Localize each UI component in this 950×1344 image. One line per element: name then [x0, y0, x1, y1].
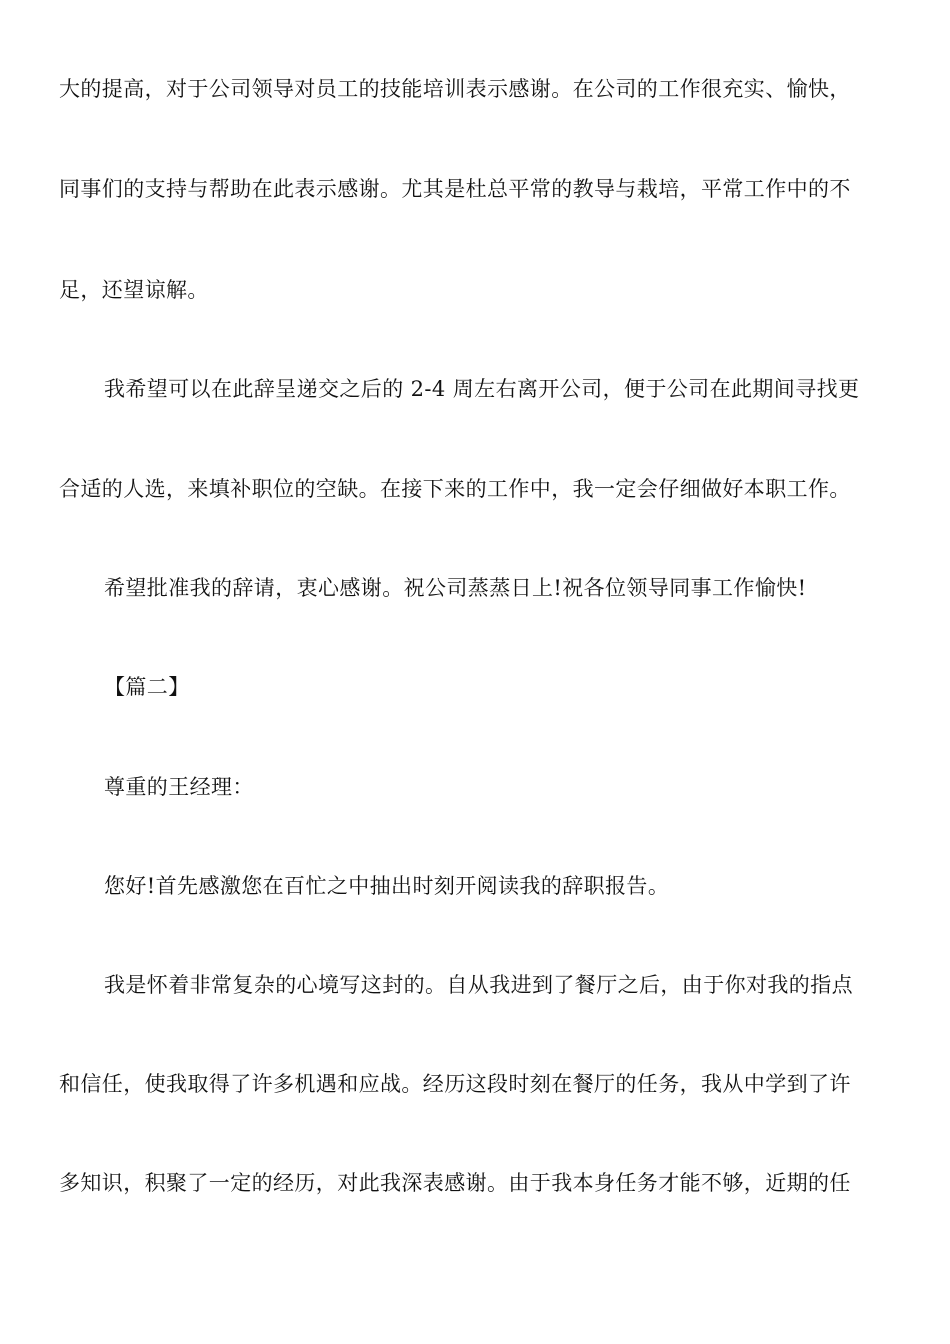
section-heading: 【篇二】 [104, 675, 190, 699]
paragraph-start-line: 我是怀着非常复杂的心境写这封的。自从我进到了餐厅之后，由于你对我的指点 [104, 973, 853, 997]
text-line: 多知识，积聚了一定的经历，对此我深表感谢。由于我本身任务才能不够，近期的任 [59, 1171, 851, 1195]
text-line: 和信任，使我取得了许多机遇和应战。经历这段时刻在餐厅的任务，我从中学到了许 [59, 1072, 851, 1096]
text-line: 足，还望谅解。 [59, 278, 209, 302]
text-line: 大的提高，对于公司领导对员工的技能培训表示感谢。在公司的工作很充实、愉快， [59, 77, 851, 101]
paragraph-start-line: 希望批准我的辞请，衷心感谢。祝公司蒸蒸日上!祝各位领导同事工作愉快! [104, 576, 807, 600]
paragraph-start-line: 您好!首先感激您在百忙之中抽出时刻开阅读我的辞职报告。 [104, 874, 670, 898]
paragraph-start-line: 我希望可以在此辞呈递交之后的 2-4 周左右离开公司，便于公司在此期间寻找更 [104, 377, 860, 401]
text-line: 同事们的支持与帮助在此表示感谢。尤其是杜总平常的教导与栽培，平常工作中的不 [59, 177, 851, 201]
salutation: 尊重的王经理： [104, 775, 254, 799]
text-line: 合适的人选，来填补职位的空缺。在接下来的工作中，我一定会仔细做好本职工作。 [59, 477, 851, 501]
